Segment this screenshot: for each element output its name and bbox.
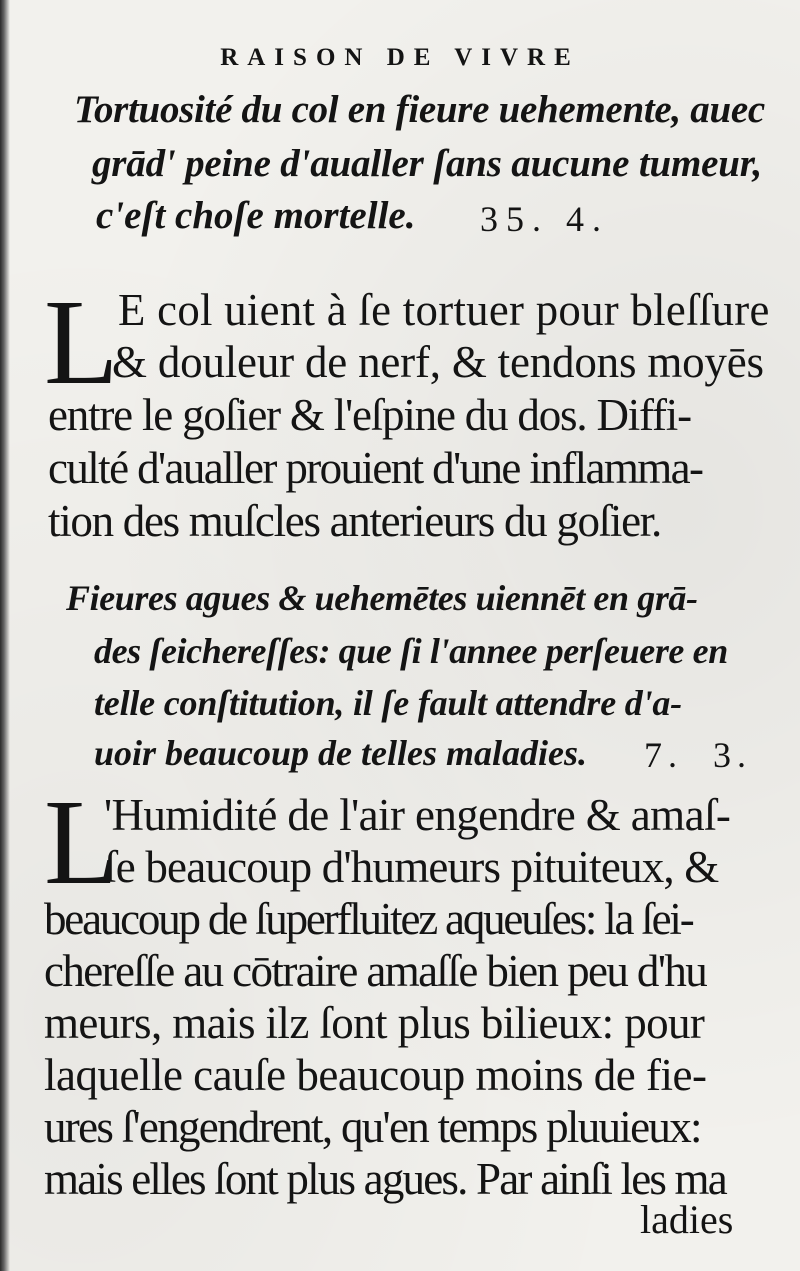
commentary1-line-3: entre le goſier & l'eſpine du dos. Diffi- [48,390,691,440]
aphorism2-line-3: telle conſtitution, il ſe fault attendre d'a- [94,683,682,723]
commentary2-line-7: ures ſ'engendrent, qu'en temps pluuieux: [44,1102,701,1152]
commentary1-line-2: & douleur de nerf, & tendons moyēs [112,337,764,387]
aphorism2-line-2: des ſeichereſſes: que ſi l'annee perſeuere en [94,631,728,671]
commentary2-line-4: chereſſe au cōtraire amaſſe bien peu d'hu [44,946,707,996]
commentary2-line-1: 'Humidité de l'air engendre & amaſ- [104,790,731,840]
commentary1-line-1: E col uient à ſe tortuer pour bleſſure [118,285,770,335]
commentary1-line-5: tion des muſcles anterieurs du goſier. [48,496,661,546]
commentary1-line-4: culté d'aualler prouient d'une inflamma- [48,443,703,493]
catchword: ladies [640,1197,734,1242]
running-head: RAISON DE VIVRE [220,44,580,71]
drop-cap-initial-2: L [44,775,119,910]
commentary2-line-2: ſe beaucoup d'humeurs pituiteux, & [104,842,719,892]
commentary2-line-8: mais elles ſont plus agues. Par ainſi les ma [44,1154,726,1204]
aphorism2-line-1: Fieures agues & uehemētes uiennēt en grā- [66,578,698,618]
aphorism1-line-2: grād' peine d'aualler ſans aucune tumeur, [92,142,763,185]
commentary2-line-6: laquelle cauſe beaucoup moins de fie- [44,1050,707,1100]
aphorism1-line-1: Tortuosité du col en fieure uehemente, auec [74,88,765,131]
aphorism1-reference: 35. 4. [480,199,609,239]
commentary2-line-5: meurs, mais ilz ſont plus bilieux: pour [44,998,705,1048]
aphorism1-line-3: c'eſt choſe mortelle. [96,194,416,237]
commentary2-line-3: beaucoup de ſuperfluitez aqueuſes: la ſei- [44,894,693,944]
drop-cap-initial-1: L [44,275,119,410]
aphorism2-line-4: uoir beaucoup de telles maladies. [94,733,587,773]
aphorism2-reference: 7. 3. [644,735,752,775]
page-gutter-shadow [0,0,10,1271]
